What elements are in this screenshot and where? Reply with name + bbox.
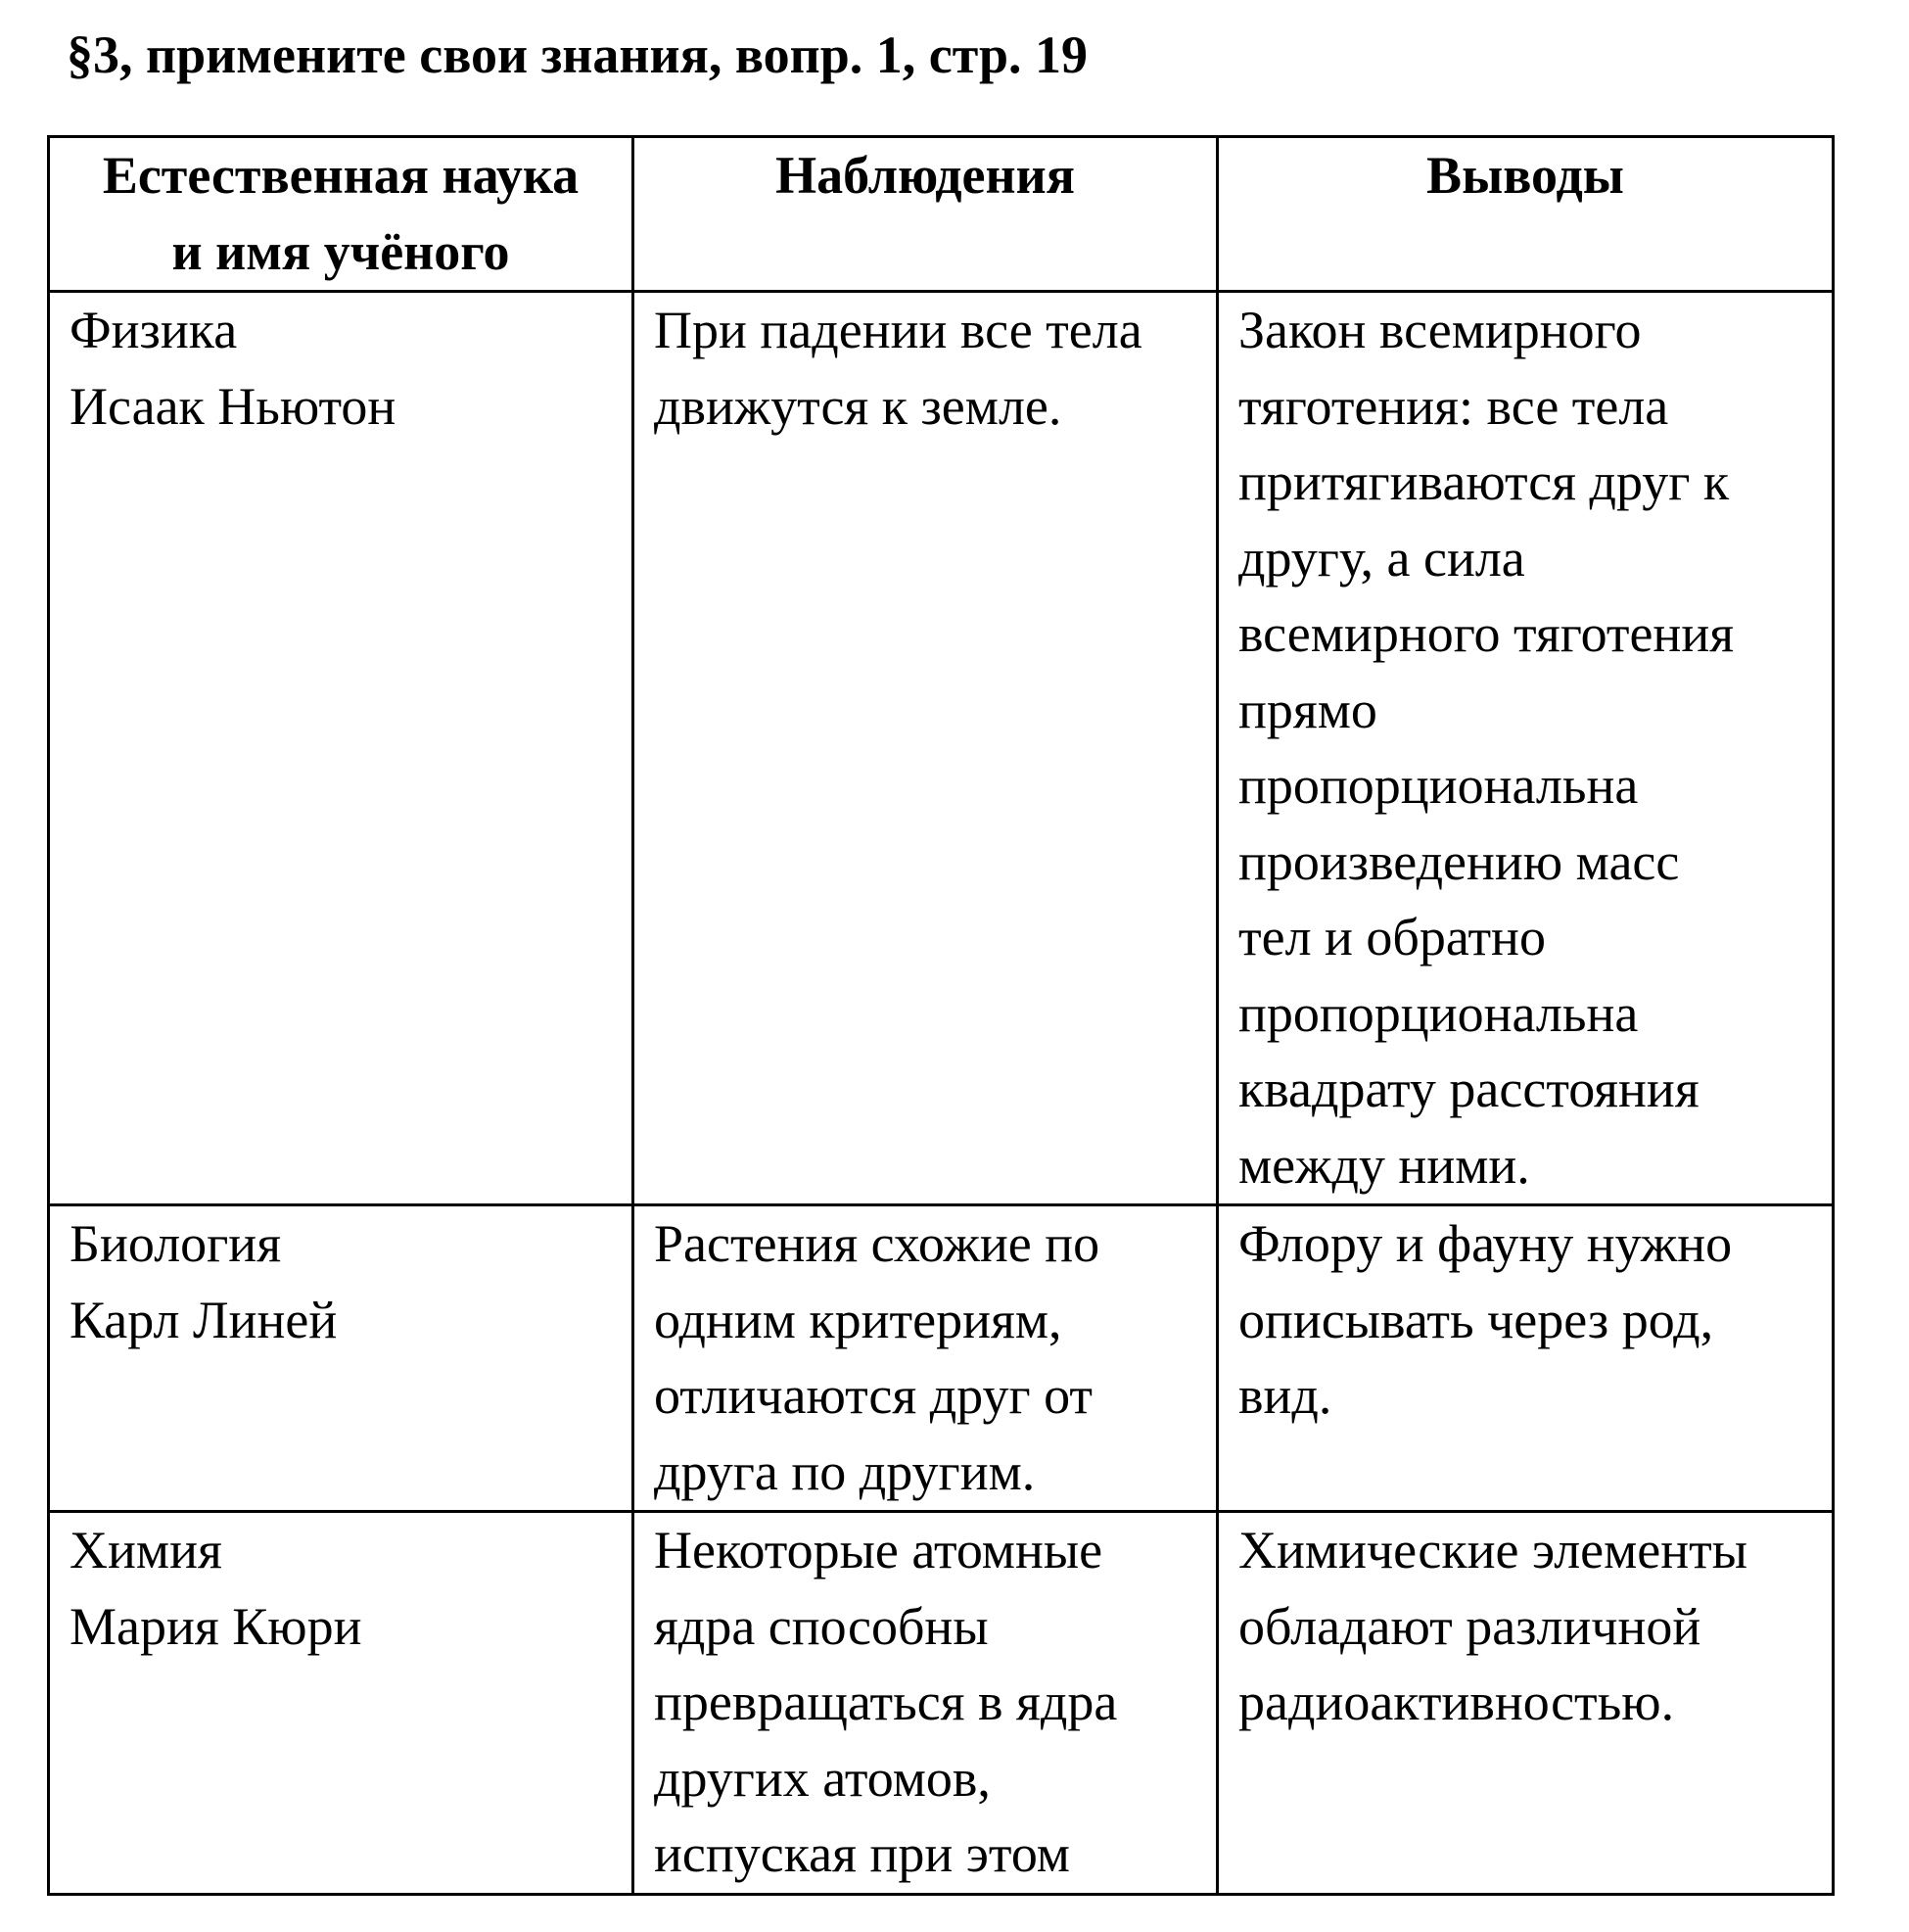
header-observations (633, 137, 1218, 292)
cell-line: превращаться в ядра (654, 1673, 1118, 1731)
cell-line: Химические элементы (1238, 1521, 1748, 1579)
cell-line: пропорциональна (1238, 983, 1639, 1043)
cell-line: При падении все тела (654, 301, 1142, 359)
cell-line: тяготения: все тела (1238, 376, 1669, 436)
cell-line: других атомов, (654, 1748, 991, 1808)
table-row (49, 292, 1834, 1205)
cell-line: описывать через род, (1238, 1290, 1714, 1349)
cell-line: тел и обратно (1238, 908, 1546, 966)
header-text: Естественная наука (102, 146, 580, 205)
cell-line: квадрату расстояния (1238, 1060, 1699, 1118)
cell-line: радиоактивностью. (1238, 1673, 1675, 1731)
cell-conclusion (1218, 1512, 1834, 1895)
header-text: Выводы (1426, 146, 1624, 205)
cell-line: Растения схожие по (654, 1214, 1100, 1273)
cell-line: Некоторые атомные (654, 1521, 1103, 1579)
cell-line: Закон всемирного (1238, 301, 1642, 359)
cell-observation (633, 292, 1218, 1205)
cell-science (49, 292, 633, 1205)
science-table (47, 135, 1835, 1896)
table-row (49, 1205, 1834, 1512)
cell-line: одним критериям, (654, 1290, 1062, 1349)
cell-line: отличаются друг от (654, 1366, 1094, 1425)
cell-line: Мария Кюри (70, 1596, 362, 1656)
cell-line: между ними. (1238, 1135, 1530, 1195)
cell-line: Карл Линей (70, 1290, 338, 1349)
cell-science (49, 1205, 633, 1512)
header-text: и имя учёного (171, 221, 510, 281)
table-row (49, 1512, 1834, 1895)
table-header-row (49, 137, 1834, 292)
header-conclusions (1218, 137, 1834, 292)
cell-line: другу, а сила (1238, 528, 1525, 588)
page-title: §3, примените свои знания, вопр. 1, стр. 19 (67, 25, 1088, 84)
cell-line: произведению масс (1238, 831, 1680, 891)
cell-line: обладают различной (1238, 1596, 1701, 1656)
cell-conclusion (1218, 292, 1834, 1205)
cell-line: вид. (1238, 1366, 1332, 1425)
cell-line: ядра способны (654, 1596, 989, 1656)
cell-observation (633, 1512, 1218, 1895)
cell-line: движутся к земле. (654, 376, 1062, 436)
cell-line: Биология (70, 1214, 282, 1273)
header-science (49, 137, 633, 292)
cell-line: Исаак Ньютон (70, 376, 396, 436)
cell-conclusion (1218, 1205, 1834, 1512)
cell-line: прямо (1238, 680, 1377, 739)
cell-science (49, 1512, 633, 1895)
cell-line: друга по другим. (654, 1441, 1036, 1501)
cell-line: Физика (70, 301, 238, 359)
cell-line: испуская при этом (654, 1824, 1070, 1883)
cell-line: Химия (70, 1521, 222, 1579)
cell-line: притягиваются друг к (1238, 452, 1730, 511)
cell-observation (633, 1205, 1218, 1512)
cell-line: пропорциональна (1238, 756, 1639, 815)
header-text: Наблюдения (775, 146, 1075, 205)
cell-line: Флору и фауну нужно (1238, 1214, 1733, 1273)
cell-line: всемирного тяготения (1238, 604, 1735, 663)
